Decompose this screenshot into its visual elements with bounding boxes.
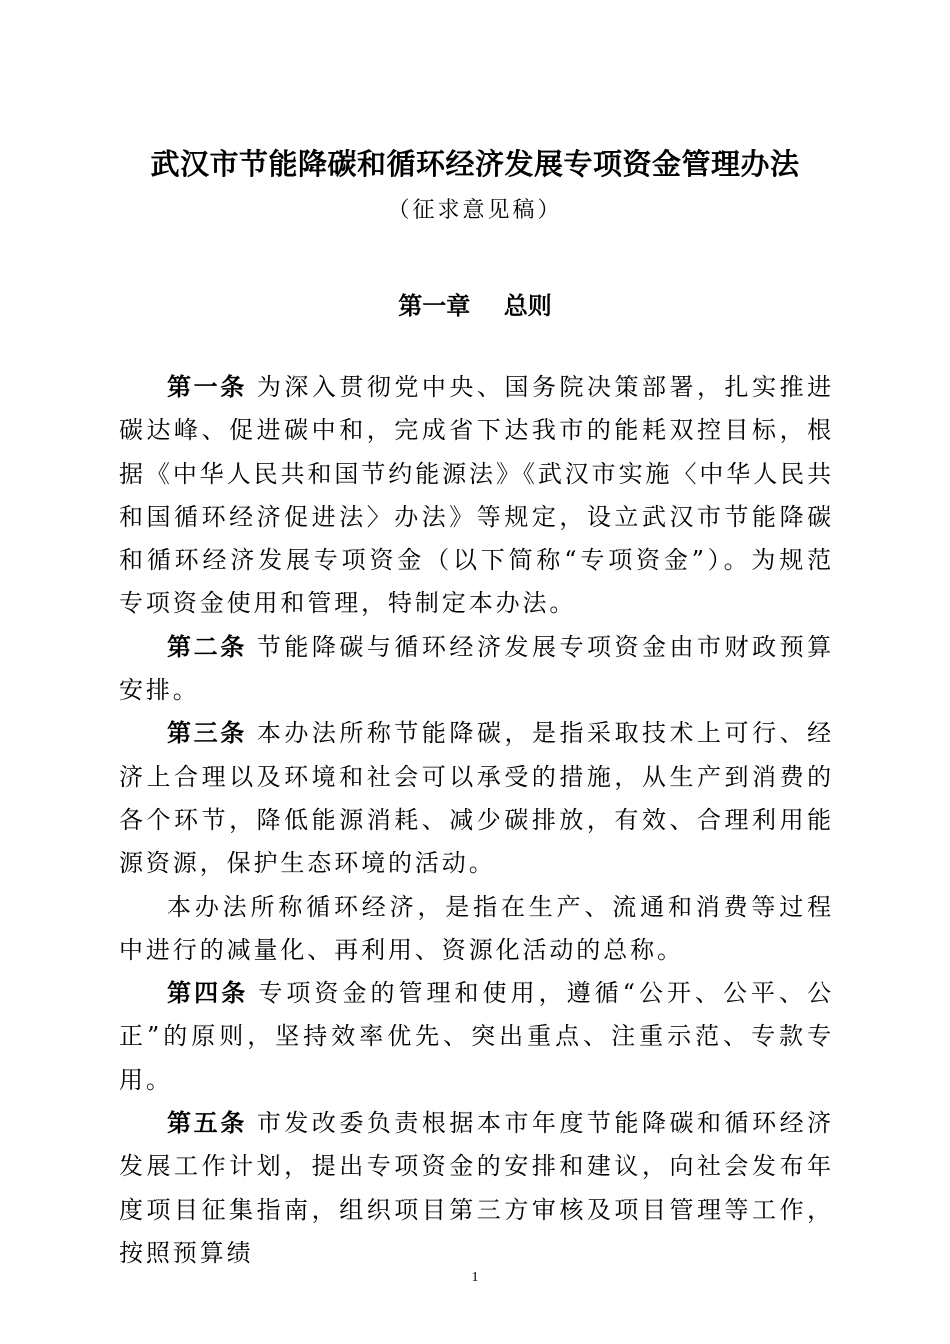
article-1 [119, 366, 834, 626]
article-label: 第四条 [167, 979, 249, 1008]
article-3-continued [119, 886, 834, 973]
article-label: 第一条 [167, 373, 247, 401]
article-text: 市发改委负责根据本市年度节能降碳和循环经济发展工作计划，提出专项资金的安排和建议，向社会发布年度项目征集指南，组织项目第三方审核及项目管理等工作，按照预算绩 [119, 1109, 834, 1267]
article-label: 第二条 [167, 632, 247, 661]
article-text: 为深入贯彻党中央、国务院决策部署，扎实推进碳达峰、促进碳中和，完成省下达我市的能耗双控目标，根据《中华人民共和国节约能源法》《武汉市实施〈中华人民共和国循环经济促进法〉办法》等规定，设立武汉市节能降碳和循环经济发展专项资金（以下简称“专项资金”）。为规范专项资金使用和管理，特制定本办法。 [119, 373, 834, 618]
document-body [119, 366, 834, 1275]
article-5 [119, 1102, 834, 1275]
page-number: 1 [471, 1270, 479, 1285]
article-label: 第五条 [167, 1109, 247, 1138]
article-3 [119, 712, 834, 885]
article-text: 专项资金的管理和使用，遵循“公开、公平、公正”的原则，坚持效率优先、突出重点、注重示范、专款专用。 [119, 979, 835, 1094]
article-text: 本办法所称节能降碳，是指采取技术上可行、经济上合理以及环境和社会可以承受的措施，从生产到消费的各个环节，降低能源消耗、减少碳排放，有效、合理利用能源资源，保护生态环境的活动。 [119, 719, 834, 878]
article-label: 第三条 [167, 719, 247, 748]
article-4 [119, 972, 834, 1102]
chapter-heading: 第一章 总则 [398, 292, 552, 320]
article-text: 节能降碳与循环经济发展专项资金由市财政预算安排。 [119, 632, 834, 705]
document-title: 武汉市节能降碳和循环经济发展专项资金管理办法 [150, 147, 800, 181]
document-subtitle: （征求意见稿） [387, 198, 563, 223]
article-2 [119, 626, 834, 713]
article-text: 本办法所称循环经济，是指在生产、流通和消费等过程中进行的减量化、再利用、资源化活动的总称。 [119, 892, 834, 964]
